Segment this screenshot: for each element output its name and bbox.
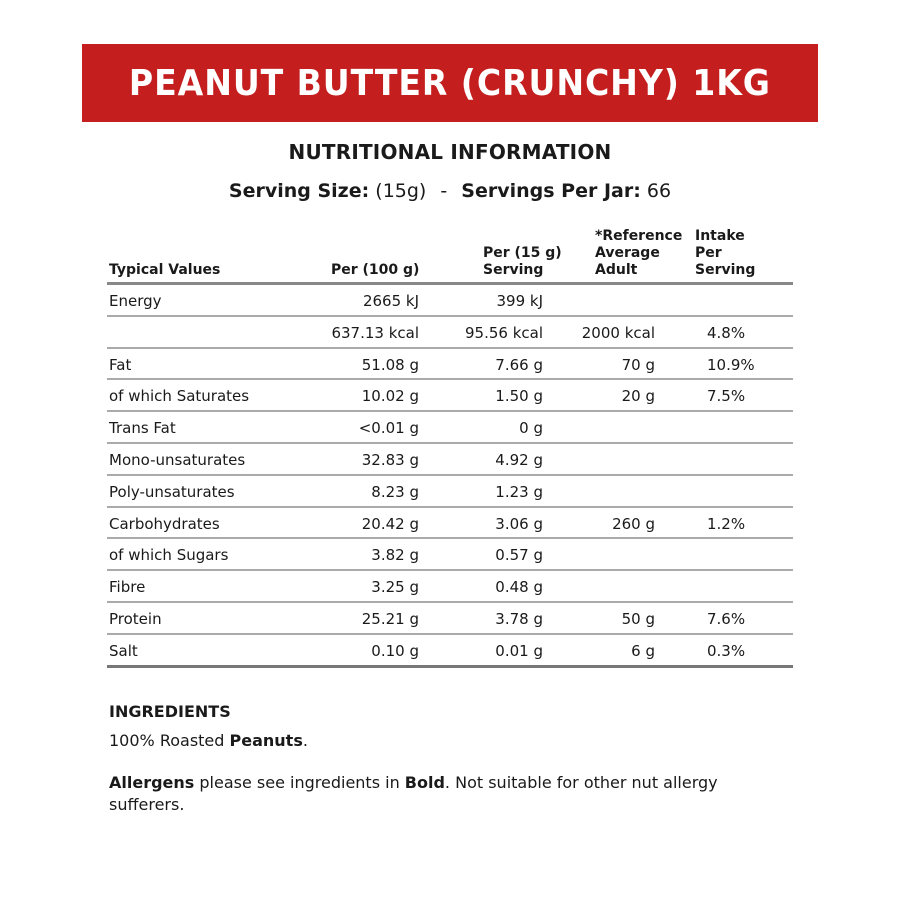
value-per-100g: 637.13 kcal: [331, 323, 419, 342]
header-line: Intake: [695, 228, 745, 244]
table-row: [107, 571, 793, 603]
nutrition-table: [107, 222, 793, 668]
allergens-bold-word: Bold: [404, 773, 445, 792]
nutrient-name: Carbohydrates: [109, 514, 220, 533]
nutrient-name: Energy: [109, 292, 162, 310]
reference-intake: 20 g: [621, 387, 655, 406]
intake-percent: 4.8%: [707, 323, 746, 342]
nutrient-name: Salt: [109, 641, 138, 660]
value-per-serving: 1.50 g: [495, 387, 543, 406]
header-line: Per: [695, 245, 722, 261]
value-per-100g: 20.42 g: [361, 514, 419, 533]
value-per-100g: 3.25 g: [371, 578, 419, 597]
serving-info: [0, 180, 900, 202]
table-row: [107, 508, 793, 540]
value-per-serving: 0 g: [519, 419, 543, 438]
value-per-100g: 8.23 g: [371, 482, 419, 501]
ingredients-title: INGREDIENTS: [109, 702, 231, 721]
servings-per-jar-value: 66: [646, 180, 672, 202]
title-banner: [82, 44, 818, 122]
value-per-serving: 1.23 g: [495, 482, 543, 501]
table-row: [107, 317, 793, 349]
servings-per-jar-label: Servings Per Jar:: [461, 180, 641, 202]
value-per-100g: 25.21 g: [361, 609, 419, 628]
header-line: Adult: [595, 262, 638, 278]
ingredients-text: [109, 731, 809, 750]
nutrient-name: Trans Fat: [109, 419, 176, 438]
nutrient-name: Mono-unsaturates: [109, 450, 246, 469]
intake-percent: 7.6%: [707, 609, 746, 628]
value-per-serving: 0.57 g: [495, 546, 543, 565]
header-intake-per-serving: [695, 228, 755, 279]
table-row: [107, 412, 793, 444]
table-body: [107, 285, 793, 668]
header-typical-values: [109, 262, 220, 279]
table-row: [107, 476, 793, 508]
nutrient-name: of which Saturates: [109, 387, 250, 406]
value-per-100g: 51.08 g: [361, 355, 419, 374]
allergens-text1: please see ingredients in: [194, 773, 405, 792]
header-line: Serving: [695, 262, 756, 278]
table-row: [107, 285, 793, 317]
ingredients-prefix: 100% Roasted: [109, 731, 230, 750]
intake-percent: 7.5%: [707, 387, 746, 406]
value-per-serving: 0.01 g: [495, 641, 543, 660]
header-line: Average: [595, 245, 660, 261]
nutrient-name: of which Sugars: [109, 546, 229, 565]
header-per-100g: [331, 262, 419, 279]
nutrient-name: Protein: [109, 609, 162, 628]
serving-separator: -: [440, 180, 448, 202]
header-per-serving: [483, 245, 562, 279]
value-per-100g: 2665 kJ: [362, 292, 419, 310]
nutrient-name: Fat: [109, 355, 132, 374]
header-line: Typical Values: [109, 262, 221, 278]
reference-intake: 6 g: [631, 641, 655, 660]
nutrient-name: Poly-unsaturates: [109, 482, 235, 501]
header-line: Serving: [483, 262, 544, 278]
header-reference-intake: [595, 228, 682, 279]
value-per-100g: 0.10 g: [371, 641, 419, 660]
value-per-100g: 3.82 g: [371, 546, 419, 565]
intake-percent: 0.3%: [707, 641, 746, 660]
allergens-text2: . Not suitable for other nut allergy sufferers.: [109, 773, 718, 814]
reference-intake: 260 g: [612, 514, 655, 533]
header-line: *Reference: [595, 228, 683, 244]
header-line: Per (100 g): [331, 262, 420, 278]
value-per-serving: 3.78 g: [495, 609, 543, 628]
nutrition-heading: NUTRITIONAL INFORMATION: [288, 140, 612, 164]
serving-size-label: Serving Size:: [228, 180, 370, 202]
value-per-100g: <0.01 g: [358, 419, 419, 438]
allergens-label: Allergens: [109, 773, 195, 792]
intake-percent: 10.9%: [707, 355, 755, 374]
table-row: [107, 444, 793, 476]
reference-intake: 2000 kcal: [581, 323, 655, 342]
value-per-serving: 7.66 g: [495, 355, 543, 374]
table-header: [107, 222, 793, 285]
table-row: [107, 380, 793, 412]
serving-size-value: (15g): [375, 180, 427, 202]
ingredients-section: [109, 702, 809, 816]
value-per-serving: 0.48 g: [495, 578, 543, 597]
table-row: [107, 349, 793, 381]
value-per-100g: 10.02 g: [361, 387, 419, 406]
value-per-serving: 4.92 g: [495, 450, 543, 469]
table-row: [107, 603, 793, 635]
product-title: PEANUT BUTTER (CRUNCHY) 1KG: [129, 62, 771, 104]
ingredients-bold-item: Peanuts: [229, 731, 303, 750]
value-per-serving: 3.06 g: [495, 514, 543, 533]
nutrient-name: Fibre: [109, 578, 146, 597]
allergens-note: [109, 772, 769, 816]
value-per-serving: 95.56 kcal: [464, 323, 543, 342]
value-per-100g: 32.83 g: [361, 450, 419, 469]
table-row: [107, 539, 793, 571]
reference-intake: 70 g: [621, 355, 655, 374]
header-line: Per (15 g): [483, 245, 562, 261]
table-row: [107, 635, 793, 668]
ingredients-suffix: .: [302, 731, 308, 750]
intake-percent: 1.2%: [707, 514, 746, 533]
value-per-serving: 399 kJ: [496, 292, 543, 310]
reference-intake: 50 g: [621, 609, 655, 628]
